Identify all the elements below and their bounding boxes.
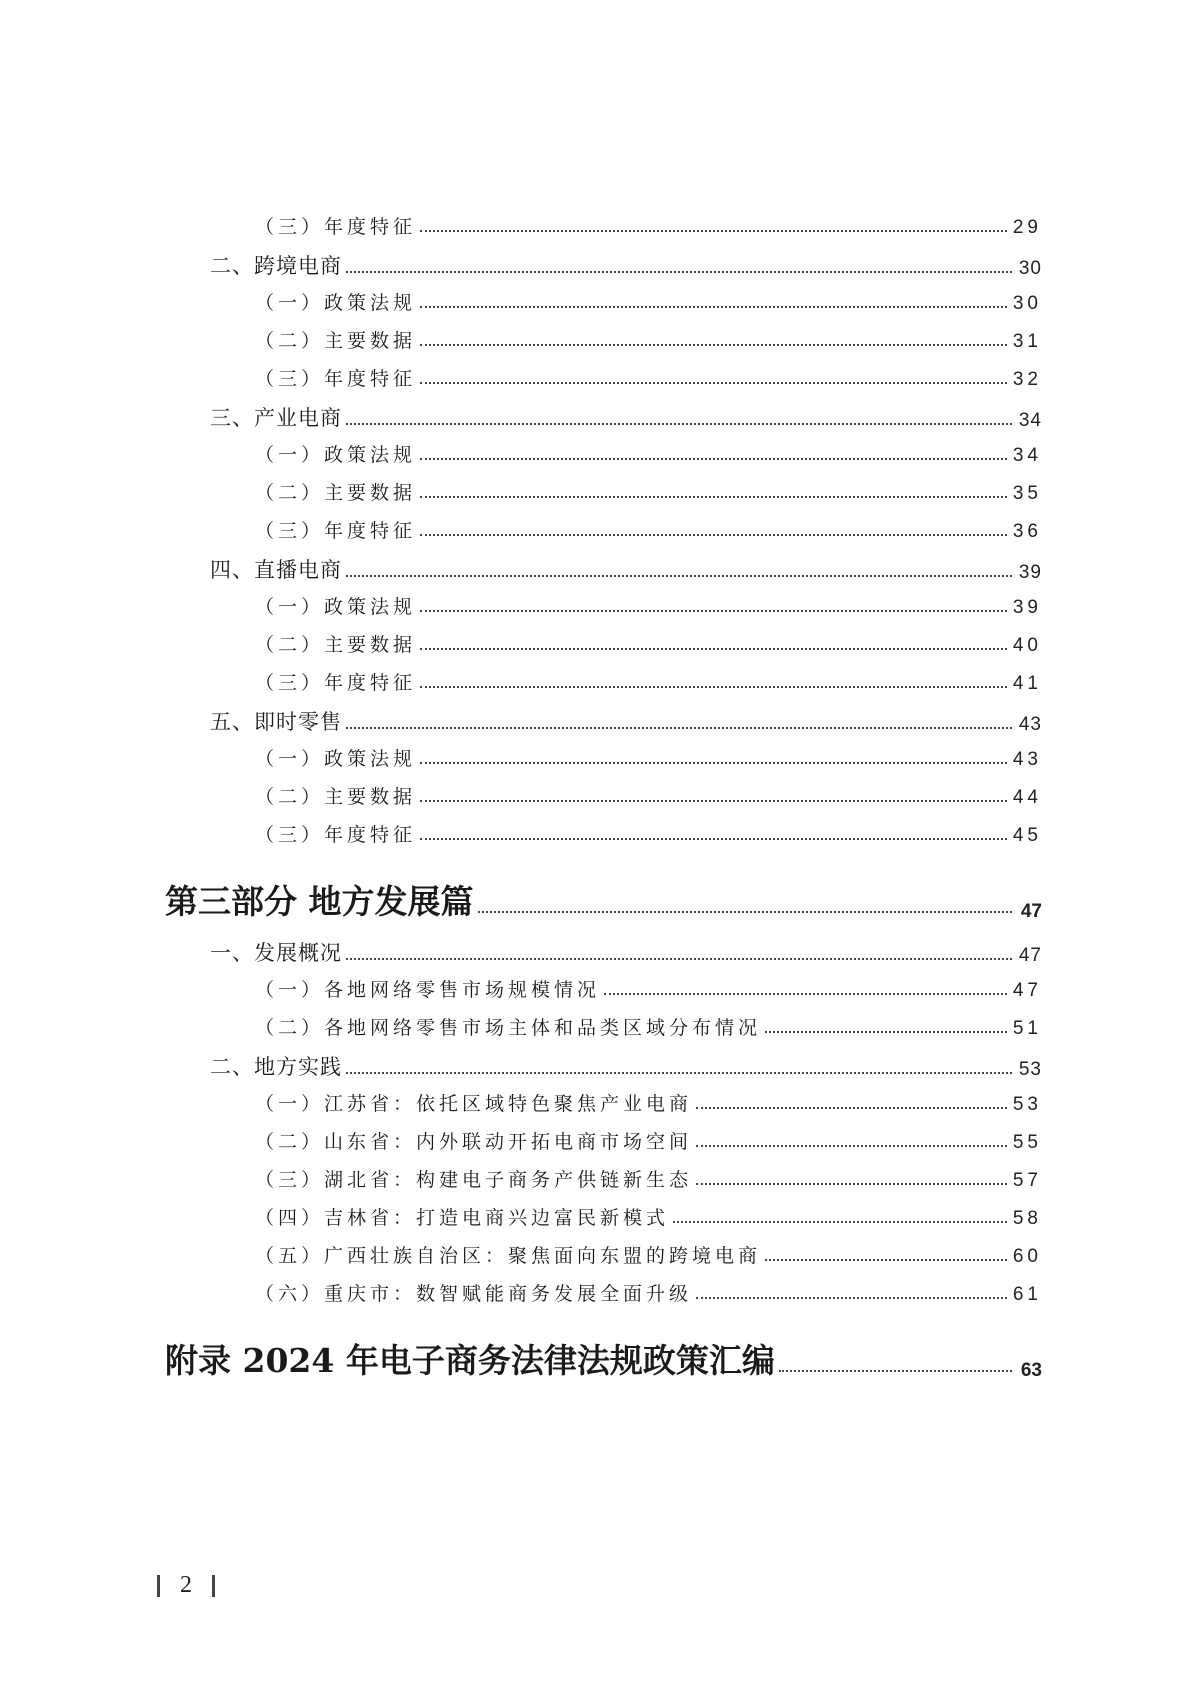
- toc-page-number: 58: [1012, 1208, 1042, 1229]
- toc-leader-dots: [696, 1145, 1007, 1147]
- toc-leader-dots: [420, 838, 1007, 840]
- toc-entry[interactable]: [255, 1241, 1042, 1268]
- toc-leader-dots: [420, 496, 1007, 498]
- toc-page-number: 47: [1018, 945, 1042, 966]
- toc-entry-label: （三）年度特征: [255, 368, 417, 390]
- toc-page-number: 29: [1012, 217, 1042, 238]
- toc-entry-label: （二）山东省：内外联动开拓电商市场空间: [255, 1131, 693, 1153]
- toc-entry-label: （三）年度特征: [255, 520, 417, 542]
- toc-leader-dots: [420, 800, 1007, 802]
- toc-leader-dots: [346, 271, 1012, 273]
- toc-leader-dots: [346, 575, 1012, 577]
- toc-entry-label: 二、跨境电商: [210, 254, 342, 278]
- toc-page-number: 35: [1012, 483, 1042, 504]
- toc-entry-label: （三）年度特征: [255, 824, 417, 846]
- toc-leader-dots: [765, 1031, 1007, 1033]
- footer-divider: [157, 1575, 160, 1597]
- toc-leader-dots: [346, 958, 1012, 960]
- toc-page-number: 43: [1012, 749, 1042, 770]
- toc-page-number: 34: [1012, 445, 1042, 466]
- toc-page-number: 51: [1012, 1018, 1042, 1039]
- toc-leader-dots: [420, 382, 1007, 384]
- toc-entry[interactable]: [255, 440, 1042, 467]
- toc-entry[interactable]: [255, 288, 1042, 315]
- toc-entry-label: （五）广西壮族自治区：聚焦面向东盟的跨境电商: [255, 1245, 762, 1267]
- toc-leader-dots: [420, 610, 1007, 612]
- toc-entry[interactable]: [255, 782, 1042, 809]
- toc-page-number: 32: [1012, 369, 1042, 390]
- page-footer: [157, 1572, 215, 1599]
- toc-entry-label: （二）主要数据: [255, 330, 417, 352]
- toc-entry-label: （二）主要数据: [255, 482, 417, 504]
- toc-leader-dots: [420, 306, 1007, 308]
- toc-page-number: 40: [1012, 635, 1042, 656]
- toc-entry[interactable]: [210, 1051, 1042, 1081]
- toc-page-number: 55: [1012, 1132, 1042, 1153]
- toc-page-number: 34: [1018, 410, 1042, 431]
- toc-entry-label: 第三部分 地方发展篇: [165, 882, 474, 921]
- toc-entry[interactable]: [255, 630, 1042, 657]
- toc-entry-label: （一）江苏省：依托区域特色聚焦产业电商: [255, 1093, 693, 1115]
- toc-page-number: 45: [1012, 825, 1042, 846]
- toc-leader-dots: [696, 1297, 1007, 1299]
- toc-leader-dots: [779, 1370, 1012, 1372]
- toc-page-number: 30: [1018, 258, 1042, 279]
- toc-entry[interactable]: [210, 250, 1042, 280]
- toc-entry[interactable]: [255, 1127, 1042, 1154]
- toc-page-number: 39: [1012, 597, 1042, 618]
- toc-leader-dots: [420, 344, 1007, 346]
- toc-entry[interactable]: [255, 364, 1042, 391]
- toc-entry-label: （二）各地网络零售市场主体和品类区域分布情况: [255, 1017, 762, 1039]
- toc-entry-label: 二、地方实践: [210, 1055, 342, 1079]
- toc-entry[interactable]: [255, 744, 1042, 771]
- toc-entry-label: （二）主要数据: [255, 786, 417, 808]
- toc-leader-dots: [346, 1072, 1012, 1074]
- toc-entry[interactable]: [255, 668, 1042, 695]
- toc-page-number: 47: [1012, 980, 1042, 1001]
- toc-entry-label: （一）政策法规: [255, 444, 417, 466]
- footer-divider: [212, 1575, 215, 1597]
- toc-entry-label: （三）年度特征: [255, 216, 417, 238]
- toc-page-number: 31: [1012, 331, 1042, 352]
- toc-leader-dots: [696, 1183, 1007, 1185]
- toc-entry[interactable]: [255, 975, 1042, 1002]
- toc-leader-dots: [346, 727, 1012, 729]
- toc-entry-label: （三）年度特征: [255, 672, 417, 694]
- toc-entry[interactable]: [255, 1013, 1042, 1040]
- toc-entry-label: （一）政策法规: [255, 596, 417, 618]
- toc-entry[interactable]: [210, 937, 1042, 967]
- footer-page-number: 2: [180, 1572, 192, 1598]
- toc-leader-dots: [673, 1221, 1007, 1223]
- toc-entry-label: （一）政策法规: [255, 292, 417, 314]
- toc-entry-label: 一、发展概况: [210, 941, 342, 965]
- toc-entry[interactable]: [255, 592, 1042, 619]
- toc-entry[interactable]: [210, 554, 1042, 584]
- toc-page-number: 53: [1012, 1094, 1042, 1115]
- toc-entry[interactable]: [255, 1203, 1042, 1230]
- toc-leader-dots: [420, 686, 1007, 688]
- toc-page-number: 30: [1012, 293, 1042, 314]
- toc-entry[interactable]: [255, 1165, 1042, 1192]
- toc-entry[interactable]: [255, 1089, 1042, 1116]
- toc-page-number: 44: [1012, 787, 1042, 808]
- toc-page-number: 41: [1012, 673, 1042, 694]
- toc-page-number: 36: [1012, 521, 1042, 542]
- toc-entry-label: 附录 2024 年电子商务法律法规政策汇编: [165, 1341, 775, 1380]
- toc-page-number: 60: [1012, 1246, 1042, 1267]
- toc-leader-dots: [420, 458, 1007, 460]
- toc-leader-dots: [346, 423, 1012, 425]
- toc-leader-dots: [420, 534, 1007, 536]
- toc-entry[interactable]: [255, 212, 1042, 239]
- toc-part-heading[interactable]: [165, 1335, 1042, 1382]
- toc-entry[interactable]: [255, 516, 1042, 543]
- toc-entry[interactable]: [255, 820, 1042, 847]
- toc-page-number: 57: [1012, 1170, 1042, 1191]
- toc-entry-label: （四）吉林省：打造电商兴边富民新模式: [255, 1207, 670, 1229]
- toc-page-number: 53: [1018, 1059, 1042, 1080]
- toc-leader-dots: [696, 1107, 1007, 1109]
- toc-leader-dots: [765, 1259, 1007, 1261]
- toc-entry-label: （一）各地网络零售市场规模情况: [255, 979, 601, 1001]
- toc-page-number: 47: [1020, 901, 1042, 922]
- toc-entry-label: （六）重庆市：数智赋能商务发展全面升级: [255, 1283, 693, 1305]
- toc-page-number: 39: [1018, 562, 1042, 583]
- toc-leader-dots: [420, 762, 1007, 764]
- toc-entry-label: 五、即时零售: [210, 710, 342, 734]
- toc-leader-dots: [420, 230, 1007, 232]
- toc-leader-dots: [420, 648, 1007, 650]
- toc-page-number: 43: [1018, 714, 1042, 735]
- toc-entry[interactable]: [255, 478, 1042, 505]
- toc-entry-label: 四、直播电商: [210, 558, 342, 582]
- toc-page-number: 61: [1012, 1284, 1042, 1305]
- toc-entry[interactable]: [210, 402, 1042, 432]
- toc-part-heading[interactable]: [165, 876, 1042, 923]
- toc-entry-label: （三）湖北省：构建电子商务产供链新生态: [255, 1169, 693, 1191]
- toc-entry[interactable]: [210, 706, 1042, 736]
- toc-entry[interactable]: [255, 326, 1042, 353]
- toc-entry-label: 三、产业电商: [210, 406, 342, 430]
- toc-entry-label: （二）主要数据: [255, 634, 417, 656]
- toc-leader-dots: [478, 911, 1013, 913]
- toc-leader-dots: [604, 993, 1007, 995]
- toc-entry-label: （一）政策法规: [255, 748, 417, 770]
- toc-entry[interactable]: [255, 1279, 1042, 1306]
- toc-page-number: 63: [1020, 1360, 1042, 1381]
